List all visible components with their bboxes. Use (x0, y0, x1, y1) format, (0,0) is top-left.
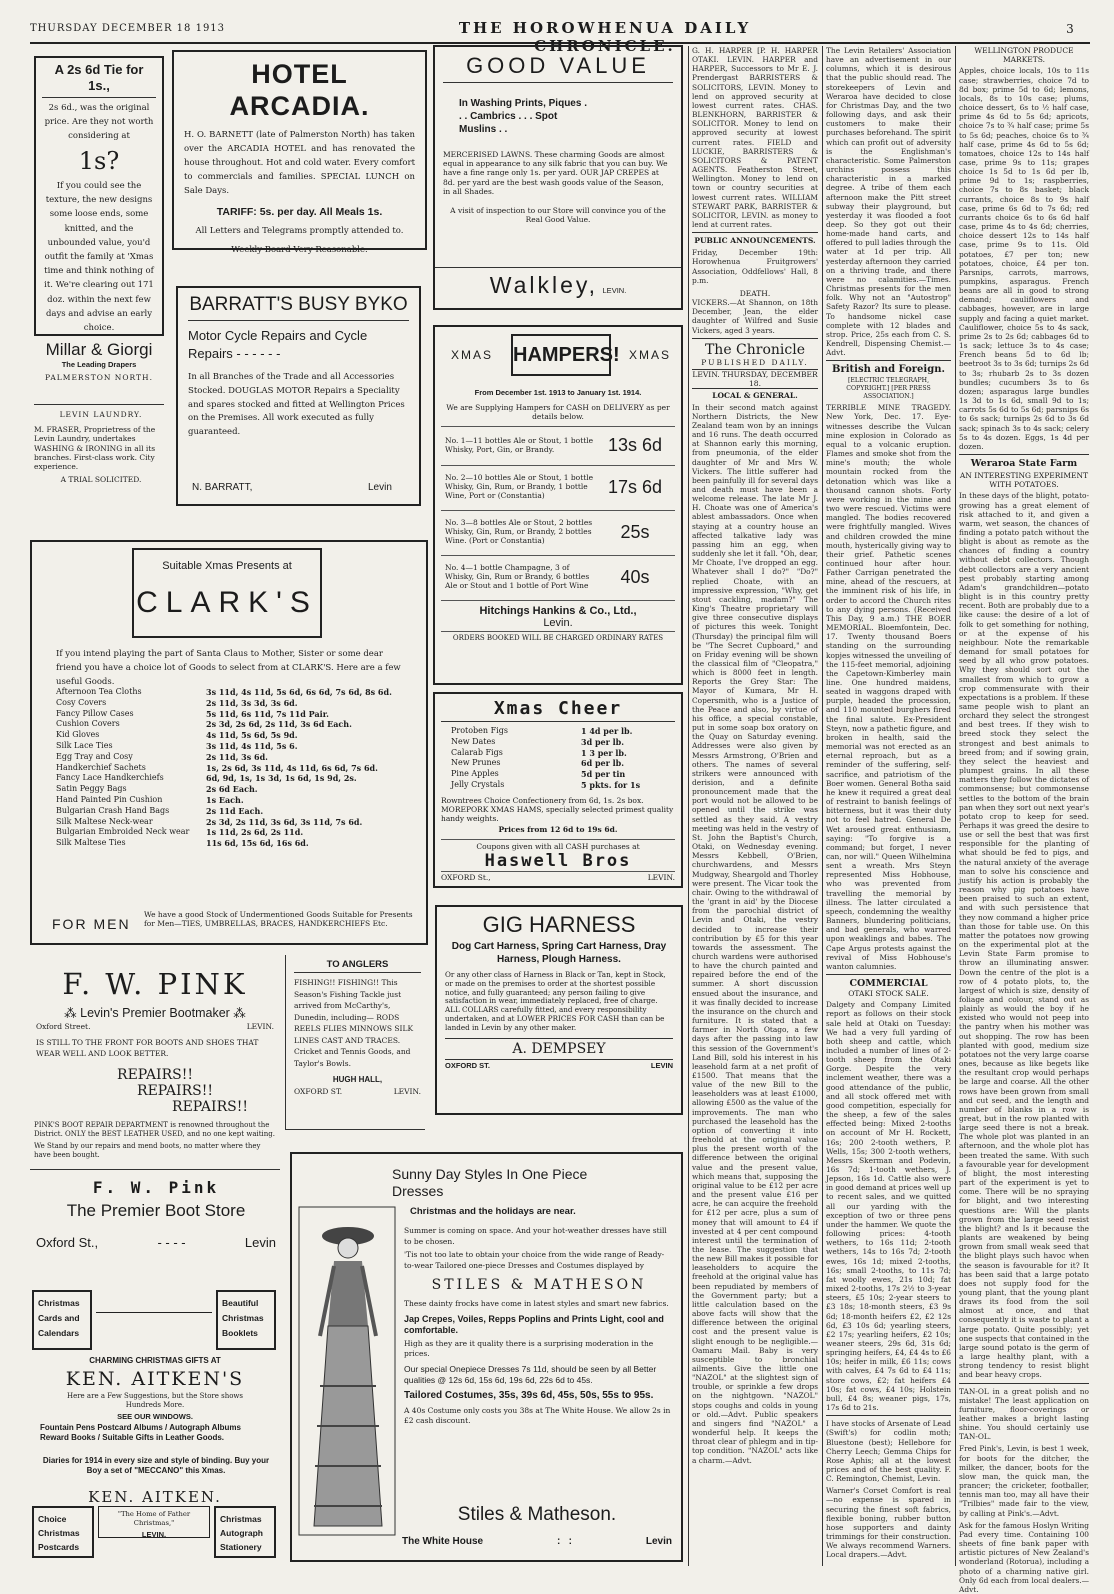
gig-body: Or any other class of Harness in Black or Tan, kept in Stock, or made on the premises to order at the shortest possible notice, and fully guaranteed; any person failing to give satisfaction in wear, immediately replaced, free of charge. ALL COLLARS carefully fitted, and every responsibility undertaken, and at LOWER PRICES FOR CASH than can be landed in Levin by any other maker. (445, 970, 666, 1032)
column-2 (826, 46, 951, 1561)
laundry-body: M. FRASER, Proprietress of the Levin Laundry, undertakes WASHING & IRONING in all its branches. First-class work. City experience. (34, 425, 156, 472)
hampers-supply: We are Supplying Hampers for CASH on DELIVERY as per details below. (446, 403, 670, 422)
commercial-text: Dalgety and Company Limited report as follows on their stock sale held at Otaki on Tuesday: We had a very full yarding of both sheep and cattle, which included a number of lines of 2-tooth sheep from the Otaki Gorge. Despite the very inclement weather, there was a good attendance of the public, and all stock offered met with good competition, especially for the sheep, a few of the sales effected being: Mixed 2-tooths on account of Mr H. Rockett, 16s; 200 2-tooth wethers, P. Wells, 15s; 300 2-tooth wethers, Messrs Skerman and Podevin, 16s 7d; 1-tooth wethers, J. Jepson, 16s 1d. Cattle also were in good demand at prices well up to recent sales, and we quitted all our yarding with the exception of two or three pens under the hammer. We quote the following prices: 4-tooth wethers, to 16s 11d; 2-tooth wethers, 14s to 16s 7d; 2-tooth ewes, 16s 1d; mixed 2-tooths, 16s; small 2-tooths, to 11s 7d; fat woolly ewes, 21s 10d; fat mixed 2-tooths, 17s 2½ to 3-year steers, £5 10s; 2-year steers to £3 18s; 18-month steers, £3 9s 6d; 18-month heifers £2, £2 12s 6d, £3 10s 6d; yearling steers, £2 17s; yearling heifers, £2 10s; weaner steers, 29s 6d, 31s 6d; springing heifers, £4, £4 4s to £6 10s; heifer in milk, £6 11s; cows with calves, £4 7s 6d to £4 11s; store cows, £2; fat heifers £4 10s; fat cows, £4 10s; Holstein bull, £4 8s; weaner pigs, 17s, 17s 6d to 21s. (826, 1000, 951, 1413)
barratt-body: In all Branches of the Trade and all Accessories Stocked. DOUGLAS MOTOR Repairs a Speciality and spares stocked and fitted at Wellington Prices on the Premises. All work executed as fully guaranteed. (188, 372, 405, 438)
good-value-advert (433, 45, 683, 310)
anglers-advert (285, 955, 425, 1130)
barratt-town: Levin (368, 482, 392, 493)
pink-mend: We Stand by our repairs and mend boots, no matter where they have been bought. (34, 1142, 261, 1159)
hamper-list (441, 426, 675, 600)
clarks-item: Cosy Covers 2s 11d, 3s 3d, 3s 6d. (56, 697, 298, 708)
xmas-left: XMAS (451, 348, 494, 362)
clarks-item: Silk Lace Ties 3s 11d, 4s 11d, 5s 6. (56, 740, 298, 751)
clarks-header (132, 548, 322, 638)
aitken-list: Fountain Pens Postcard Albums / Autograph Albums Reward Books / Suitable Gifts in Leather Goods. (40, 1423, 241, 1442)
lawyers-cards: G. H. HARPER [P. H. HARPER OTAKI. LEVIN. HARPER and HARPER, Successors to Mr E. J. Prendergast BARRISTERS & SOLICITORS, LEVIN. Money to lend on approved security at lowest current rates. CHAS. BLENKHORN, BARRISTER & SOLICITOR. Money to lend on approved security at lowest current rates. FIELD and LUCKIE, BARRISTERS & SOLICITORS & PATENT AGENTS. Featherston Street, Wellington. Money to lend on town or country securities at lowest current rates. WILLIAM STEWART PARK, BARRISTER & SOLICITOR, LEVIN. as money to lend at current rates. (692, 46, 818, 229)
masthead-title: THE HOROWHENUA DAILY CHRONICLE. (458, 19, 752, 55)
aitken-charming: CHARMING CHRISTMAS GIFTS AT (89, 1356, 221, 1365)
sunny-firm2: Stiles & Matheson. (457, 1504, 617, 1525)
tie-headline: A 2s 6d Tie for 1s., (54, 62, 144, 93)
barratt-advert (176, 286, 421, 506)
laundry-advert (34, 410, 168, 520)
commercial-title: COMMERCIAL (849, 978, 928, 989)
cheer-item: Protoben Figs 1 4d per lb. (451, 726, 633, 736)
tanol-advert: TAN-OL in a great polish and no mistake! The least application on furniture, floor-coverings or leather makes a bright lasting shine. You should certainly use TAN-OL. (959, 1386, 1089, 1442)
foreign-text: TERRIBLE MINE TRAGEDY. New York, Dec. 17. Eye-witnesses describe the Vulcan mine explosion in Colorado as equal to a volcanic eruption. Flames and smoke shot from the mine's mouth; the whole mountain rocked from the detonation which was like a thousand cannon shots. Forty were working in the mine and two were rescued. Victims were mangled. The bodies recovered were frightfully mangled. Wives and children crowded the mine mouth, hysterically giving way to their grief. Pathetic scenes continued hour after hour. Father Carrigan penetrated the mine, ahead of the rescuers, at the imminent risk of his life, in order to accord the Church rites to any dying persons. (Received This Day, 9 a.m.) THE BOER MEMORIAL. Bloemfontein, Dec. 17. Twenty thousand Boers standing on the surrounding kopjes witnessed the unveiling of the 115-feet memorial, adjoining the Capetown-Kimberley main line. One hundred maidens, seated in waggons draped with purple, headed the procession, and 110 mounted burghers fired the final salute. Ex-President Steyn, now a pathetic figure, and broken in health, said the memorial was not erected as an eternal reproach, but as a reminder of the suffering, self-sacrifice, and patriotism of the Boer women. General Botha said he knew it required a great deal of restraint to banish feelings of bitterness, but it was their duty not to feel hatred. General De Wet aroused great enthusiasm, saying: "To forgive is a command; but forget, I never can, nor will." Queen Wilhelmina sent a wreath. Mrs Steyn represented Miss Hobhouse, who was prevented from travelling the memorial by illness. The latter circulated a speech, condemning the wealthy Banners, blundering politicians, and bad generals, who warred upon weaklings and babes. The Cape Argus protests against the revival of Miss Hobhouse's wanton calumnies. (826, 403, 951, 971)
clarks-list (56, 687, 416, 849)
firm-town: LEVIN. (602, 286, 627, 295)
clarks-advert (30, 540, 428, 945)
header-date: THURSDAY DECEMBER 18 1913 (30, 23, 226, 34)
sunny-day-advert (290, 1152, 683, 1562)
aitken-cards: Christmas Cards and Calendars (32, 1290, 92, 1350)
arcadia-letters: All Letters and Telegrams promptly attended to. (195, 226, 404, 236)
sunny-p4: High as they are it quality there is a surprising moderation in the prices. (404, 1338, 654, 1358)
haswell-address: OXFORD St., LEVIN. (441, 872, 675, 882)
arcadia-body: H. O. BARNETT (late of Palmerston North) has taken over the ARCADIA HOTEL and has renovated the house throughout. Hot and cold water. Every comfort to commercials and families. SPECIAL LUNCH on Sale Days. (184, 130, 415, 196)
clarks-men-body: We have a good Stock of Undermentioned Goods Suitable for Presents for Men—TIES, UMBRELLAS, BRACES, HANDKERCHIEFS Etc. (144, 910, 413, 929)
sunny-p2: 'Tis not too late to obtain your choice from the wide range of Ready-to-wear Tailored one-piece Dresses and Costumes displayed by (404, 1250, 665, 1270)
aitken-autograph: Christmas Autograph Stationery (214, 1506, 276, 1558)
clarks-item: Bulgarian Embroided Neck wear 1s 11d, 2s 6d, 2s 11d. (56, 827, 304, 838)
local-title: LOCAL & GENERAL. (712, 391, 798, 401)
aitken-center (96, 1312, 212, 1313)
pink-address: Oxford Street. LEVIN. (36, 1022, 274, 1031)
goodvalue-body: MERCERISED LAWNS. These charming Goods are almost equal in appearance to any silk fabric that you can buy. We have a fine range only 1s. per yard. OUR JAP CREPES at 8d. per yard are the best wash goods value of the Season, in all Shades. (443, 150, 668, 196)
clarks-item: Egg Tray and Cosy 2s 11d, 3s 6d. (56, 751, 268, 762)
aitken-home: "The Home of Father Christmas," LEVIN. (98, 1506, 210, 1538)
laundry-footer: A TRIAL SOLICITED. (60, 475, 142, 485)
xmas-cheer-advert (433, 692, 683, 888)
clarks-item: Satin Peggy Bags 2s 6d Each. (56, 784, 258, 795)
hampers-town: Levin. (543, 616, 573, 629)
clarks-intro: If you intend playing the part of Santa Claus to Mother, Sister or some dear friend you have a choice lot of Goods to select from at CLARK'S. Here are a few useful Goods. (56, 649, 401, 687)
gig-firm: A. DEMPSEY (445, 1038, 673, 1057)
tie-body-1: 2s 6d., was the original price. Are they not worth considering at (44, 103, 154, 141)
foreign-title: British and Foreign. (832, 364, 945, 376)
page-number: 3 (1066, 22, 1074, 36)
clarks-item: Bulgarian Crash Hand Bags 2s 11d Each. (56, 805, 264, 816)
sunny-p5: Our special Onepiece Dresses 7s 11d, should be seen by all Better qualities @ 12s 6d, 15s 6d, 19s 6d, 22s 6d to 45s. (404, 1363, 657, 1385)
tie-price: 1s? (78, 147, 120, 175)
sunny-p6: A 40s Costume only costs you 38s at The White House. We allow 2s in £2 cash discount. (404, 1405, 671, 1425)
barratt-title: BARRATT'S BUSY BYKO (188, 293, 409, 321)
tie-advert (34, 56, 164, 336)
chronicle-date: LEVIN. THURSDAY, DECEMBER 18. (692, 369, 818, 389)
firm-town: PALMERSTON NORTH. (45, 373, 153, 383)
clarks-name: CLARK'S (136, 586, 318, 619)
arcadia-board: Weekly Board Very Reasonable. (231, 244, 368, 255)
arcadia-tariff: TARIFF: 5s. per day. All Meals 1s. (216, 206, 383, 218)
aitken-advert (30, 1280, 280, 1560)
sunny-sub: Christmas and the holidays are near. (410, 1206, 576, 1217)
clarks-item: Hand Painted Pin Cushion 1s Each. (56, 794, 244, 805)
walkley-firm (435, 267, 681, 299)
sunny-p3: These dainty frocks have come in latest styles and smart new fabrics. (404, 1299, 669, 1308)
column-3 (959, 46, 1090, 1594)
haswell-firm: Haswell Bros (484, 850, 632, 871)
sunny-text (404, 1226, 674, 1427)
column-1 (692, 46, 818, 1561)
foreign-cable: [ELECTRIC TELEGRAPH, COPYRIGHT.] [PER PRESS ASSOCIATION.] (846, 377, 931, 401)
aitken-here: Here are a Few Suggestions, but the Store shows Hundreds More. (66, 1392, 244, 1409)
gig-address: OXFORD ST. LEVIN (445, 1060, 673, 1070)
hamper-row: No. 1—11 bottles Ale or Stout, 1 bottle Whisky, Port, Gin, or Brandy. 13s 6d (441, 426, 675, 465)
cheer-item: Calarab Figs 1 3 per lb. (451, 747, 627, 758)
sunny-firm: STILES & MATHESON (431, 1277, 647, 1293)
weraroa-sub: AN INTERESTING EXPERIMENT WITH POTATOES. (959, 470, 1089, 490)
chronicle-sub: PUBLISHED DAILY. (701, 357, 809, 367)
hampers-advert (433, 325, 683, 685)
gig-title: GIG HARNESS (482, 912, 636, 937)
sunny-p1: Summer is coming on space. And your hot-weather dresses have still to be chosen. (404, 1226, 667, 1246)
pink-tag: ⁂ Levin's Premier Bootmaker ⁂ (64, 1006, 246, 1020)
produce-text: Apples, choice locals, 10s to 11s case; strawberries, choice 7d to 8d box; prime 5d to 6d; lemons, locals, 8s to 10s case; plums, choice dessert, 6s to ½ half case, prime 4s 6d to 5s 6d; apricots, choice 7s to ¾ half case; prime 5s to 5s 6d; peaches, choice 6s to ¾ half case, prime 4s 6d to 5s 6d; tomatoes, choice 12s to 14s half case, prime 9s to 11s; grapes choice 1s 5d to 1s 6d per lb, prime 9d to 1s; raspberries, choice 7s to 8s basket; black currants, choice 8s to 9s half case, prime 6s 6d to 7s 6d; red currants choice 6s to 6s 6d half case, prime 4s to 4s 6d; cherries, choice dessert 12s to 14s half case, prime 9s to 11s. Old potatoes, £7 per ton; new potatoes, choice, £4 per ton. Parsnips, carrots, marrows, pumpkins, asparagus. French beans are all in good to strong demand; cauliflowers and cabbages, however, are in large supply and facing a quiet market. Cauliflower, choice 5s to 4s sack, prime 2s to 2s 6d; cabbages 6d to 1s sack; lettuce 3s to 4s case; French beans 5d to 6d lb; beetroot 3s to 3s 6d; turnips 2s 6d to 3s; rhubarb 2s to 3s dozen bundles; cucumbers 3s to 6s dozen; asparagus large bundles 1s 3d to 1s 6d, small 9d to 1s; carrots 5s 6d to 5s 6d; parsnips 6s to 6s sack; turnips 2s 6d to 3s 6d sack; spinach 3s to 4s sack; celery 5s to 4s dozen. Eggs, 1s 4d per dozen. (959, 66, 1089, 451)
pink-advert (30, 955, 280, 1170)
hampers-dates: From December 1st. 1913 to January 1st. 1914. (474, 388, 642, 397)
goodvalue-items: In Washing Prints, Piques . . . Cambrics . . . Spot Muslins . . (459, 98, 587, 135)
sunny-fabrics: Jap Crepes, Voiles, Repps Poplins and Prints Light, cool and comfortable. (404, 1313, 664, 1335)
commercial-sub: OTAKI STOCK SALE. (848, 989, 929, 998)
death-body: VICKERS.—At Shannon, on 18th December, Jean, the elder daughter of Wilfred and Susie Vickers, aged 3 years. (692, 298, 818, 335)
local-text: In their second match against Northern Districts, the New Zealand team won by an innings and 16 runs. The death occurred at Shannon early this morning, from pneumonia, of the elder daughter of Mr and Mrs W. Vickers. The little sufferer had been painfully ill for several days and death must have been a welcome release. The late Mr J. H. Choate was one of America's ablest ambassadors. Once when staying at a country house an affected talkative lady was passing him an egg, when suddenly she let it fall. "Oh, dear, Mr Choate, I've dropped an egg. Whatever shall I do?" "Do?" replied Choate, with an impressive expression, "Why, get stout cackling, madam?" The King's Theatre proprietary will give three consecutive displays of pictures this week. Tonight (Thursday) the principal film will be "The Secret Cupboard," and on Friday evening will be shown the classical film of "Cleopatra," which is 8000 feet in length. Reports the Grey Star: The Mayor of Kumara, Mr H. Copersmith, who is a Justice of the Peace and also, by virtue of his office, a special constable, put in some soap box oratory on the Quay on Saturday evening. Addresses were also given by Messrs Armstrong, O'Brien and others. The names of several strikers were announced with derision, and a definite pronouncement made that the port would not be allowed to be opened until the strike was settled as they said. A vestry meeting was held in the vestry of St. John the Baptist's Church, Otaki, on Wednesday evening. Messrs Kebbell, O'Brien, churchwardens, and Messrs Mudgway, Sheargold and Thorley were present. The Vicar took the chair. Owing to the withdrawal of the 'grant in aid' by the Diocese from the parochial district of Levin and Otaki, the vestry decided to increase their contribution by £5 for this year towards the assessment. The church wardens were authorised to have the church painted and repaired before the end of the summer. A short discussion ensued about the insurance, and it was finally decided to increase the insurance on the church and furniture. It is stated that a farmer in North Otago, a few days after the passing into law this session of the Government's Land Bill, sold his interest in his leasehold farm at a net profit of £1500. That means that the value of the new Bill to the leaseholders was at least £1000, allowing £500 as the value of the improvements. The man who purchased the leasehold has the option of converting it into freehold at the original value plus the present worth of the difference between the original value and the present value, which means that, supposing the original value to be £12 per acre and the present value £16 per acre, he can acquire the freehold for £12 per acre, plus a sum of money that will amount to £4 if invested at 4 per cent compound interest until the termination of the lease. The suggestion that the new Bill makes it possible for leaseholders to acquire the freehold at the original value has been repudiated by members of the Government party; but a little calculation based on the above facts will show that the difference between the original cost and the present value is slight enough to be negligible.—Oamaru Mail. Baby is very susceptible to bronchial ailments. Give the little one "NAZOL" at the slightest sign of trouble, or sprinkle a few drops on the nightgown. "NAZOL" stops coughs and colds in young or old.—Advt. Public speakers and singers find "NAZOL" a wonderful help. It keeps the throat clear of phlegm and in tip-top condition. "NAZOL" acts like a charm.—Advt. (692, 402, 819, 1465)
cheer-item: Pine Apples 5d per tin (451, 769, 626, 780)
clarks-item: Fancy Lace Handkerchiefs 6d, 9d, 1s, 1s 3d, 1s 6d, 1s 9d, 2s. (56, 773, 357, 784)
pink-name: F. W. PINK (62, 967, 248, 1001)
aitken-see: SEE OUR WINDOWS. (117, 1412, 193, 1421)
retailers-text: The Levin Retailers' Association have an advertisement in our columns, which it is desirous that the public should read. The storekeepers of Levin and Weraroa have decided to close for Christmas Day, and the two following days, and ask their customers to make their purchases beforehand. The spirit which can profit out of adversity is the Englishman's characteristic. Some Palmerston urchins possess this characteristic in a marked degree. A tribe of them each afternoon make the Pitt street subway their playground, but yesterday it was flooded a foot deep. So they got out their home-made hand carts, and offered to pull ladies through the water at 1d per trip. All yesterday afternoon they carried on a thriving trade, and there were no calamities.—Times. Christmas presents for the men folk. Why not an "Autostrop" Safety Razor? Its sure to please. To handsome nickel case complete with 12 blades and strop. Price, 25s each from C. S. Kendrell, Dispensing Chemist.—Advt. (826, 46, 951, 358)
pink2-tag: The Premier Boot Store (66, 1201, 246, 1220)
barratt-sign: N. BARRATT, (192, 482, 253, 493)
hotel-arcadia-advert (172, 50, 427, 255)
xmas-right: XMAS (629, 348, 672, 362)
page-header (30, 18, 1090, 55)
arsenate-advert: I have stocks of Arsenate of Lead (Swift's) for codlin moth; Bluestone (best); Hellebore for Cherry Leech; Gemma Chips for Rose Aphis; all at the lowest prices and of the best quality. F. C. Remington, Chemist, Levin. (826, 1419, 951, 1484)
death-title: DEATH. (739, 288, 771, 298)
firm-name: Millar & Giorgi (45, 340, 153, 359)
cheer-coupons: Coupons given with all CASH purchases at (441, 839, 675, 851)
pink-verse-advert: Fred Pink's, Levin, is best 1 week, for boots for the ditcher, the milker, the dancer, boots for the slow man, the quick man, the prancer; the cricketer, footballer, tennis man too, may all have their "Trilbies" made fair to the view, by calling at Pink's.—Advt. (959, 1444, 1089, 1518)
cheer-item: New Prunes 6d per lb. (451, 758, 625, 769)
pink-body: IS STILL TO THE FRONT FOR BOOTS AND SHOES THAT WEAR WELL AND LOOK BETTER. (36, 1038, 259, 1059)
anglers-address: OXFORD ST. LEVIN. (294, 1087, 421, 1096)
clarks-item: Silk Maltese Neck-wear 2s 3d, 2s 11d, 3s 6d, 3s 11d, 7s 6d. (56, 816, 363, 827)
aitken-postcards: Choice Christmas Postcards (32, 1506, 94, 1558)
clarks-item: Fancy Pillow Cases 5s 11d, 6s 11d, 7s 11d Pair. (56, 708, 329, 719)
pink2-name: F. W. Pink (92, 1178, 220, 1197)
hamper-row: No. 2—10 bottles Ale or Stout, 1 bottle Whisky, Gin, Rum, or Brandy, 1 bottle Wine, Port or (Constantia) 17s 6d (441, 465, 675, 510)
clarks-item: Afternoon Tea Cloths 3s 11d, 4s 11d, 5s 6d, 6s 6d, 7s 6d, 8s 6d. (56, 687, 392, 697)
chronicle-title: The Chronicle (704, 341, 806, 358)
corset-advert: Warner's Corset Comfort is real—no expense is spared in securing the finest soft fabrics, flexible boning, rubber button hose supporters and dainty trimmings for their construction. We always recommend Warners. Local drapers.—Advt. (826, 1486, 951, 1560)
cheer-prices: Prices from 12 6d to 19s 6d. (498, 825, 618, 835)
anglers-title: TO ANGLERS (294, 959, 421, 973)
announce-title: PUBLIC ANNOUNCEMENTS. (694, 236, 816, 246)
cheer-title: Xmas Cheer (441, 698, 675, 722)
hamper-row: No. 4—1 bottle Champagne, 3 of Whisky, Gin, Rum or Brandy, 6 bottles Ale or Stout and 1 bottle of Port Wine 40s (441, 555, 675, 600)
lady-figure-illustration (298, 1206, 396, 1536)
tie-body-2: If you could see the texture, the new designs some loose ends, some knitted, and the unbounded value, you'd outfit the family at 'Xmas time and think nothing of it. We're clearing out 171 doz. within the next few days and advise an early choice. (44, 181, 154, 334)
firm-sub: The Leading Drapers (61, 360, 137, 369)
sunny-title: Sunny Day Styles In One Piece Dresses (392, 1166, 588, 1199)
sunny-address: The White House : : Levin (402, 1536, 672, 1547)
produce-title: WELLINGTON PRODUCE MARKETS. (974, 46, 1074, 65)
cheer-items (451, 726, 675, 791)
hampers-firm: Hitchings Hankins & Co., Ltd., (441, 600, 675, 617)
arcadia-title: HOTEL ARCADIA. (229, 59, 370, 121)
cheer-body: Rowntrees Choice Confectionery from 6d, 1s. 2s box. MOREPORK XMAS HAMS, specially selected primest quality handy weights. (441, 795, 674, 824)
clarks-pre: Suitable Xmas Presents at (162, 560, 292, 572)
weraroa-title: Weraroa State Farm (970, 457, 1078, 469)
pink2-address: Oxford St., - - - - Levin (36, 1235, 276, 1250)
pink-dept: PINK'S BOOT REPAIR DEPARTMENT is renowned throughout the District. ONLY the BEST LEATHER USED, and no one kept waiting. (34, 1121, 275, 1138)
anglers-body: FISHING!! FISHING!! This Season's Fishing Tackle just arrived from McCarthy's, Dunedin, including— RODS REELS FLIES MINNOWS SILK LINES CAST AND TRACES. Cricket and Tennis Goods, and Taylor's Bowls. (294, 978, 414, 1068)
clarks-item: Kid Gloves 4s 11d, 5s 6d, 5s 9d. (56, 730, 298, 741)
gig-harness-advert (435, 905, 683, 1115)
clarks-item: Silk Maltese Ties 11s 6d, 15s 6d, 16s 6d. (56, 838, 309, 849)
hoslyn-advert: Ask for the famous Hoslyn Writing Pad every time. Containing 100 sheets of fine bank paper with artistic pictures of New Zealand's wonderland (Rotorua), including a photo of a charming native girl. Only 6d each from local dealers.—Advt. (959, 1520, 1089, 1594)
sunny-tailored: Tailored Costumes, 35s, 39s 6d, 45s, 50s, 55s to 95s. (404, 1389, 654, 1401)
clarks-item: Handkerchief Sachets 1s, 2s 6d, 3s 11d, 4s 11d, 6s 6d, 7s 6d. (56, 762, 378, 773)
weraroa-text: In these days of the blight, potato-growing has a great element of risk attached to it, and given a warm, wet season, the chances of finding a potato patch without the blight is about as remote as the chances of finding a country without debt collectors. Though debt collectors are a very ancient pest probably starting among Adam's grandchildren—potato blight is in this country pretty recent. Both are probably due to a like cause: the desire of a lot of folk to get something for nothing, or at the expense of his neighbour. Note the remarkable demand for small potatoes for seed by all who grow potatoes. Why they should sort out the smallest from which to grow a crop commensurate with their expectations is a problem. If these same people wish to plant an orchard they select the strongest and best trees. If they wish to breed stock they select the strongest and best animals to breed from; and if sowing grain, they select the heaviest and plumpest grains. In all these matters they follow the dictates of commonsense; but commonsense settles to the bottom of the brain pan when they sort out next year's potato crop to keep for seed. Perhaps it was greed the desire to use or sell the best that was first responsible for the planting of what should be fed to pigs, and the natural anxiety of the average man to solve his conscience and justify his action is probably the reason why pig potatoes have been praised to such an extent, and with such persistence that they now command a higher price than those for table use. On this matter the potatoes now growing on the experimental plot at the Levin State Farm promise to throw an illuminating answer. Down the centre of the plot is a row of 4 potato plots, to, the largest of which is size, density of foliage and colour, stand out as plainly as would the boy if he existed who would not peep into the pantry when his mother was out shopping. The row has been planted with good, medium size potatoes not the very large coarse ones, because as like begets like the resultant crop would perhaps be large and coarse. All the other rows have been grown from small and cut seed, and the length and number of blanks in a row is great, but in the row planted with large seed there is not a break. The whole plot was planted in an afternoon, and the whole plot has been treated the same. With such a favourable year for development of blight, the most interesting part of the experiment is yet to come. There will be no spraying for blight, and two interesting questions are: Will the plants grown from the large seed resist the blight? and Is it because the plants are weakened by being grown from small weak seed that the blight plays such havoc when the season is favourable for it? It has been said that a large potato does not supply food for the young plant, that the young plant draws its food from the soil almost at once, and that consequently it is waste to plant a large potato. Quite possibly; yet one suspects that contained in the large sound potato is the germ of a large healthy plant, with a strong tendency to resist blight and bear heavy crops. (959, 491, 1090, 1380)
laundry-title: LEVIN LAUNDRY. (59, 410, 143, 419)
millar-giorgi (32, 340, 166, 400)
pink-store-advert (36, 1178, 276, 1273)
firm-name: Walkley, (489, 272, 599, 298)
goodvalue-title: GOOD VALUE (443, 53, 673, 83)
pink-repairs: REPAIRS!! REPAIRS!! REPAIRS!! (117, 1067, 248, 1116)
barratt-sub: Motor Cycle Repairs and Cycle Repairs - - - - - - (188, 328, 368, 361)
cheer-item: Jelly Crystals 5 pkts. for 1s (451, 779, 641, 790)
clarks-item: Cushion Covers 2s 3d, 2s 6d, 2s 11d, 3s 6d Each. (56, 719, 352, 730)
hampers-title: HAMPERS! (511, 334, 611, 376)
clarks-men-label: FOR MEN (52, 916, 131, 932)
hamper-row: No. 3—8 bottles Ale or Stout, 2 bottles Whisky, Gin, Rum, or Brandy, 2 bottles Wine. (Port or Constantia) 25s (441, 510, 675, 555)
announce-body: Friday, December 19th: Horowhenua Fruitgrowers' Association, Oddfellows' Hall, 8 p.m. (692, 248, 818, 285)
anglers-firm: HUGH HALL, (332, 1075, 383, 1084)
goodvalue-visit: A visit of inspection to our Store will convince you of the Real Good Value. (450, 206, 666, 225)
cheer-item: New Dates 3d per lb. (451, 736, 625, 747)
aitken-booklets: Beautiful Christmas Booklets (216, 1290, 276, 1350)
aitken-name2: KEN. AITKEN. (88, 1488, 222, 1506)
gig-sub: Dog Cart Harness, Spring Cart Harness, Dray Harness, Plough Harness. (451, 941, 667, 965)
aitken-name: KEN. AITKEN'S (65, 1368, 245, 1390)
hampers-footer: ORDERS BOOKED WILL BE CHARGED ORDINARY RATES (441, 631, 675, 643)
aitken-diaries: Diaries for 1914 in every size and style of binding. Buy your Boy a set of "MECCANO" this Xmas. (42, 1456, 270, 1475)
